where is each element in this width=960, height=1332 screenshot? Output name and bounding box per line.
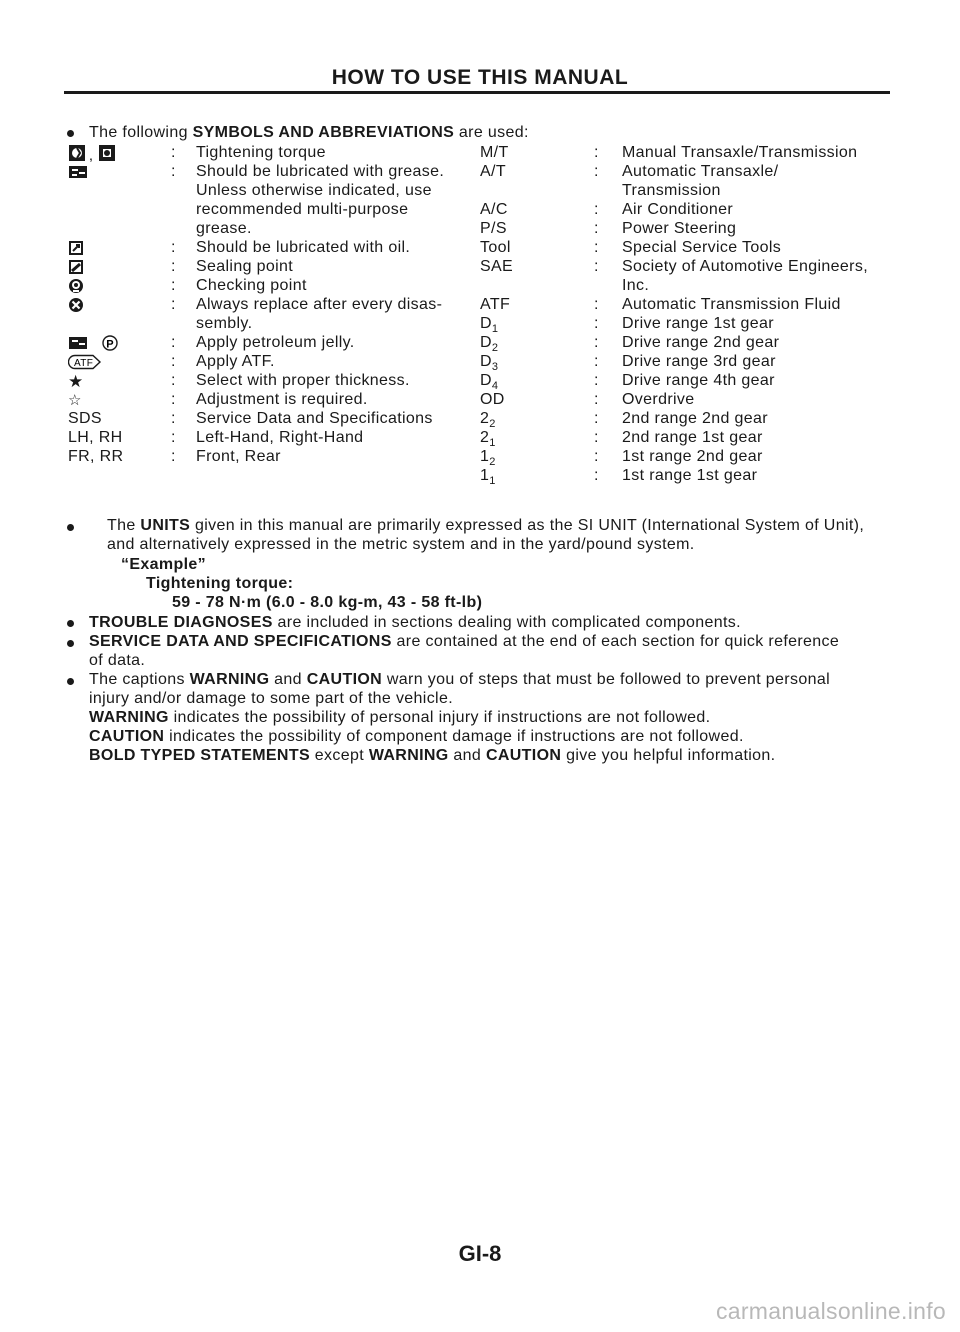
separator: : (594, 429, 599, 446)
abbreviation-description: Drive range 2nd gear (622, 334, 780, 351)
abbreviation: $1_1$ (480, 467, 496, 487)
sealing-point-icon (68, 258, 84, 276)
abbreviation: $2_1$ (480, 429, 496, 449)
separator: : (171, 448, 176, 465)
bold-statements-line: BOLD TYPED STATEMENTS except WARNING and CAUTION give you helpful information. (89, 747, 776, 764)
bullet (67, 524, 74, 531)
abbreviation: $2_2$ (480, 410, 496, 430)
petroleum-jelly-icons (68, 334, 120, 352)
abbreviation: A/T (480, 163, 506, 180)
abbreviation-description: Transmission (622, 182, 721, 199)
abbreviation-subscript: 3 (491, 361, 499, 373)
separator: : (594, 315, 599, 332)
page-title: HOW TO USE THIS MANUAL (331, 66, 629, 89)
units-line-2: and alternatively expressed in the metric system and in the yard/pound system. (107, 536, 695, 553)
symbol-description: Unless otherwise indicated, use (196, 182, 432, 199)
symbol-description: Apply petroleum jelly. (196, 334, 355, 351)
abbreviation-subscript: 2 (489, 456, 496, 468)
separator: : (171, 163, 176, 180)
symbol-text: SDS (68, 410, 102, 427)
caution-line: CAUTION indicates the possibility of component damage if instructions are not followed. (89, 728, 744, 745)
abbreviation-description: 2nd range 1st gear (622, 429, 763, 446)
separator: : (171, 391, 176, 408)
separator: : (594, 391, 599, 408)
example-title: Tightening torque: (146, 575, 294, 592)
bullet (67, 678, 74, 685)
separator: : (594, 334, 599, 351)
watermark: carmanualsonline.info (715, 1298, 946, 1324)
abbreviation-description: Drive range 4th gear (622, 372, 775, 389)
abbreviation-description: 1st range 2nd gear (622, 448, 763, 465)
symbol-description: Apply ATF. (196, 353, 275, 370)
separator: : (594, 220, 599, 237)
svg-text:ATF: ATF (74, 357, 94, 369)
abbreviation: $1_2$ (480, 448, 496, 468)
symbol-description: Should be lubricated with grease. (196, 163, 445, 180)
svg-text:,: , (89, 147, 94, 162)
warning-line: WARNING indicates the possibility of personal injury if instructions are not followed. (89, 709, 711, 726)
abbreviation: A/C (480, 201, 508, 218)
abbreviation: M/T (480, 144, 509, 161)
intro-line: The following SYMBOLS AND ABBREVIATIONS are used: (89, 124, 529, 141)
example-value: 59 - 78 N·m (6.0 - 8.0 kg-m, 43 - 58 ft-lb) (172, 594, 483, 611)
symbol-text: LH, RH (68, 429, 123, 446)
separator: : (594, 410, 599, 427)
separator: : (171, 372, 176, 389)
abbreviation: $D_3$ (480, 353, 499, 373)
symbol-text: ★ (68, 372, 84, 391)
separator: : (171, 334, 176, 351)
sds-line-2: of data. (89, 652, 146, 669)
separator: : (594, 448, 599, 465)
abbreviation-description: Power Steering (622, 220, 737, 237)
abbreviation-subscript: 1 (491, 323, 499, 335)
separator: : (171, 296, 176, 313)
separator: : (594, 296, 599, 313)
separator: : (594, 258, 599, 275)
abbreviation-description: 1st range 1st gear (622, 467, 758, 484)
trouble-diagnoses-line: TROUBLE DIAGNOSES are included in sections dealing with complicated components. (89, 614, 741, 631)
symbol-text: FR, RR (68, 448, 124, 465)
abbreviation: $D_4$ (480, 372, 499, 392)
abbreviation-description: Air Conditioner (622, 201, 734, 218)
separator: : (171, 410, 176, 427)
abbreviation-description: Inc. (622, 277, 650, 294)
abbreviation-description: Automatic Transaxle/ (622, 163, 779, 180)
grease-icon (68, 163, 88, 181)
symbol-description: Service Data and Specifications (196, 410, 433, 427)
symbol-description: Tightening torque (196, 144, 326, 161)
atf-icon (68, 353, 102, 371)
captions-line-1: The captions WARNING and CAUTION warn you of steps that must be followed to prevent personal (89, 671, 830, 688)
symbol-description: Select with proper thickness. (196, 372, 410, 389)
example-label: “Example” (121, 556, 206, 573)
separator: : (171, 353, 176, 370)
symbol-description: recommended multi-purpose (196, 201, 409, 218)
separator: : (171, 144, 176, 161)
bullet (67, 640, 74, 647)
abbreviation: Tool (480, 239, 511, 256)
separator: : (594, 201, 599, 218)
abbreviation: $D_2$ (480, 334, 499, 354)
abbreviation: $D_1$ (480, 315, 499, 335)
abbreviation-description: Drive range 1st gear (622, 315, 774, 332)
abbreviation-subscript: 1 (489, 437, 496, 449)
abbreviation: ATF (480, 296, 511, 313)
symbol-description: Front, Rear (196, 448, 281, 465)
abbreviation-subscript: 4 (491, 380, 499, 392)
sds-line-1: SERVICE DATA AND SPECIFICATIONS are contained at the end of each section for quick reference (89, 633, 840, 650)
separator: : (594, 467, 599, 484)
abbreviation-subscript: 2 (491, 342, 499, 354)
title-rule (64, 91, 890, 94)
abbreviation-subscript: 1 (489, 475, 496, 487)
separator: : (594, 372, 599, 389)
abbreviation-description: 2nd range 2nd gear (622, 410, 768, 427)
bullet (67, 620, 74, 627)
abbreviation: SAE (480, 258, 514, 275)
separator: : (594, 353, 599, 370)
page-number: GI-8 (458, 1241, 502, 1266)
symbol-description: Adjustment is required. (196, 391, 368, 408)
abbreviation-subscript: 2 (489, 418, 496, 430)
abbreviation-description: Society of Automotive Engineers, (622, 258, 868, 275)
bullet (67, 130, 74, 137)
symbol-description: Sealing point (196, 258, 294, 275)
abbreviation: OD (480, 391, 505, 408)
replace-icon (68, 296, 84, 314)
abbreviation-description: Manual Transaxle/Transmission (622, 144, 858, 161)
captions-line-2: injury and/or damage to some part of the vehicle. (89, 690, 454, 707)
oil-icon (68, 239, 84, 257)
abbreviation-description: Automatic Transmission Fluid (622, 296, 841, 313)
separator: : (171, 239, 176, 256)
symbol-description: Left-Hand, Right-Hand (196, 429, 364, 446)
abbreviation-description: Overdrive (622, 391, 695, 408)
symbol-description: sembly. (196, 315, 253, 332)
separator: : (594, 144, 599, 161)
torque-icons (68, 144, 128, 162)
checking-point-icon (68, 277, 84, 295)
symbol-description: Checking point (196, 277, 307, 294)
symbol-description: Always replace after every disas- (196, 296, 443, 313)
symbol-description: Should be lubricated with oil. (196, 239, 411, 256)
units-line-1: The UNITS given in this manual are primarily expressed as the SI UNIT (International System of Unit), (107, 517, 865, 534)
separator: : (594, 239, 599, 256)
abbreviation: P/S (480, 220, 507, 237)
symbol-text: ☆ (68, 392, 82, 409)
separator: : (171, 258, 176, 275)
svg-text:P: P (106, 338, 114, 351)
abbreviation-description: Special Service Tools (622, 239, 782, 256)
separator: : (171, 429, 176, 446)
separator: : (171, 277, 176, 294)
separator: : (594, 163, 599, 180)
symbol-description: grease. (196, 220, 252, 237)
abbreviation-description: Drive range 3rd gear (622, 353, 776, 370)
